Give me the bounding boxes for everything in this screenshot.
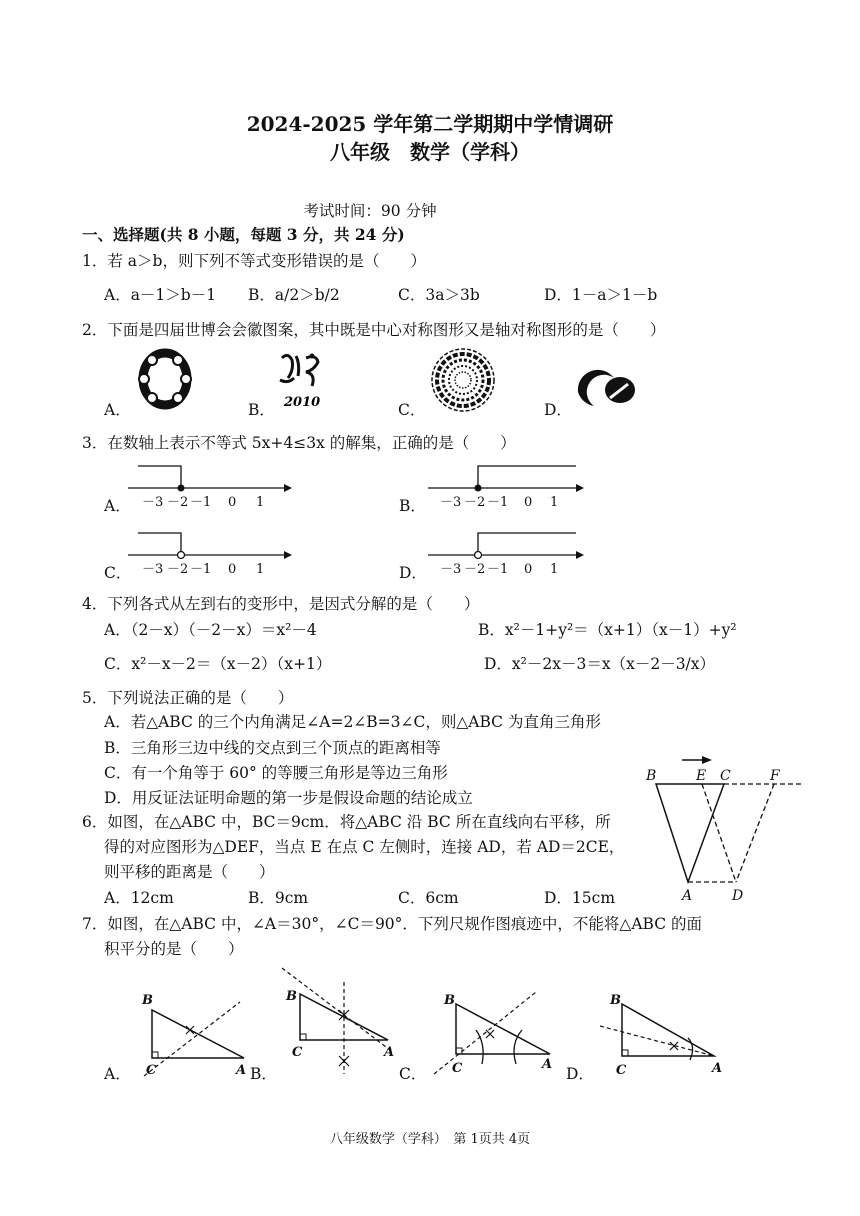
- question-2-option-b: B．: [248, 401, 275, 419]
- question-6-option-b: B．9cm: [248, 889, 309, 907]
- question-7-option-a: A．: [104, 1065, 131, 1083]
- number-line-d: [424, 527, 594, 577]
- tick-label: －1: [487, 495, 509, 510]
- question-6-option-c: C．6cm: [398, 889, 459, 907]
- question-7-figure-d: [594, 988, 734, 1080]
- question-2-option-d: D．: [544, 401, 572, 419]
- question-3-option-d: D．: [399, 564, 427, 582]
- tick-label: 1: [256, 562, 265, 577]
- tick-label: －2: [464, 495, 486, 510]
- tick-label: －3: [142, 562, 164, 577]
- question-7-line-2: 积平分的是（ ）: [104, 940, 244, 958]
- tick-label: 0: [228, 562, 237, 577]
- tick-label: 0: [524, 562, 533, 577]
- question-3-option-b: B．: [399, 497, 426, 515]
- question-1-stem: 1．若 a＞b，则下列不等式变形错误的是（ ）: [82, 252, 426, 270]
- question-4-option-b: B．x²－1+y²＝（x+1）（x－1）+y²: [478, 621, 737, 639]
- question-5-option-a: A．若△ABC 的三个内角满足∠A=2∠B=3∠C，则△ABC 为直角三角形: [104, 713, 601, 731]
- question-7-figure-a: [134, 988, 254, 1080]
- question-1-option-c: C．3a＞3b: [398, 286, 480, 304]
- page-title: 2024-2025 学年第二学期期中学情调研: [246, 112, 614, 136]
- question-7-figure-b: [278, 964, 398, 1076]
- question-3-option-a: A．: [104, 497, 131, 515]
- point-label-c: C: [146, 1063, 157, 1078]
- question-6-line-1: 6．如图，在△ABC 中，BC＝9cm．将△ABC 沿 BC 所在直线向右平移，所: [82, 813, 611, 831]
- point-label-b: B: [142, 993, 153, 1008]
- point-label-c: C: [720, 768, 731, 784]
- tick-label: －3: [142, 495, 164, 510]
- question-6-line-3: 则平移的距离是（ ）: [104, 863, 275, 881]
- question-6-option-d: D．15cm: [544, 889, 616, 907]
- question-6-line-2: 得的对应图形为△DEF，当点 E 在点 C 左侧时，连接 AD，若 AD＝2CE，: [104, 838, 625, 856]
- question-4-stem: 4．下列各式从左到右的变形中，是因式分解的是（ ）: [82, 595, 480, 613]
- question-5-option-c: C．有一个角等于 60° 的等腰三角形是等边三角形: [104, 764, 448, 782]
- tick-label: 1: [256, 495, 265, 510]
- point-label-c: C: [292, 1045, 303, 1060]
- question-3-stem: 3．在数轴上表示不等式 5x+4≤3x 的解集，正确的是（ ）: [82, 434, 516, 452]
- tick-label: －3: [440, 495, 462, 510]
- point-label-a: A: [712, 1061, 723, 1076]
- tick-label: －2: [167, 495, 189, 510]
- tick-label: －1: [487, 562, 509, 577]
- question-7-option-d: D．: [566, 1065, 594, 1083]
- point-label-c: C: [616, 1063, 627, 1078]
- point-label-a: A: [236, 1063, 247, 1078]
- tick-label: －1: [190, 562, 212, 577]
- question-2-option-a: A．: [104, 401, 131, 419]
- question-7-line-1: 7．如图，在△ABC 中，∠A＝30°，∠C＝90°．下列尺规作图痕迹中，不能将△ABC 的面: [82, 915, 702, 933]
- point-label-b: B: [610, 993, 621, 1008]
- question-1-option-b: B．a/2＞b/2: [248, 286, 340, 304]
- question-2-stem: 2．下面是四届世博会会徽图案，其中既是中心对称图形又是轴对称图形的是（ ）: [82, 321, 666, 339]
- point-label-a: A: [682, 888, 693, 904]
- point-label-a: A: [542, 1057, 553, 1072]
- point-label-d: D: [732, 888, 744, 904]
- exam-time: 考试时间：90 分钟: [303, 202, 437, 220]
- question-2-option-c: C．: [398, 401, 426, 419]
- expo-logo-a-icon: [134, 348, 196, 410]
- question-4-option-c: C．x²－x－2＝（x－2）（x+1）: [104, 655, 332, 673]
- question-4-option-d: D．x²－2x－3＝x（x－2－3/x）: [484, 655, 716, 673]
- point-label-c: C: [452, 1061, 463, 1076]
- question-5-option-d: D．用反证法证明命题的第一步是假设命题的结论成立: [104, 789, 473, 807]
- tick-label: －2: [464, 562, 486, 577]
- expo-logo-d-icon: [574, 368, 638, 412]
- tick-label: 0: [228, 495, 237, 510]
- page-subtitle: 八年级 数学（学科）: [330, 140, 530, 164]
- number-line-b: [424, 460, 594, 510]
- expo-logo-c-icon: [428, 345, 498, 415]
- point-label-b: B: [286, 989, 297, 1004]
- tick-label: －2: [167, 562, 189, 577]
- question-7-option-c: C．: [399, 1065, 427, 1083]
- section-title: 一、选择题(共 8 小题，每题 3 分，共 24 分): [82, 225, 405, 244]
- number-line-a: [124, 460, 294, 510]
- tick-label: 0: [524, 495, 533, 510]
- point-label-e: E: [696, 768, 707, 784]
- point-label-a: A: [384, 1045, 395, 1060]
- expo-logo-b-icon: [276, 350, 336, 410]
- question-3-option-c: C．: [104, 564, 132, 582]
- question-7-option-b: B．: [250, 1065, 277, 1083]
- point-label-b: B: [646, 768, 657, 784]
- question-6-figure: [640, 748, 810, 908]
- number-line-c: [124, 527, 294, 577]
- point-label-f: F: [770, 768, 780, 784]
- question-6-option-a: A．12cm: [104, 889, 174, 907]
- tick-label: －1: [190, 495, 212, 510]
- tick-label: 1: [550, 562, 559, 577]
- logo-b-text: 2010: [284, 395, 321, 410]
- question-4-option-a: A．（2－x）（－2－x）＝x²－4: [104, 621, 317, 639]
- question-7-figure-c: [428, 988, 558, 1080]
- tick-label: 1: [550, 495, 559, 510]
- tick-label: －3: [440, 562, 462, 577]
- point-label-b: B: [444, 993, 455, 1008]
- question-5-option-b: B．三角形三边中线的交点到三个顶点的距离相等: [104, 739, 441, 757]
- page-footer: 八年级数学（学科） 第 1页共 4页: [329, 1132, 531, 1147]
- question-1-option-a: A．a－1＞b－1: [104, 286, 217, 304]
- question-5-stem: 5．下列说法正确的是（ ）: [82, 689, 294, 707]
- question-1-option-d: D．1－a＞1－b: [544, 286, 658, 304]
